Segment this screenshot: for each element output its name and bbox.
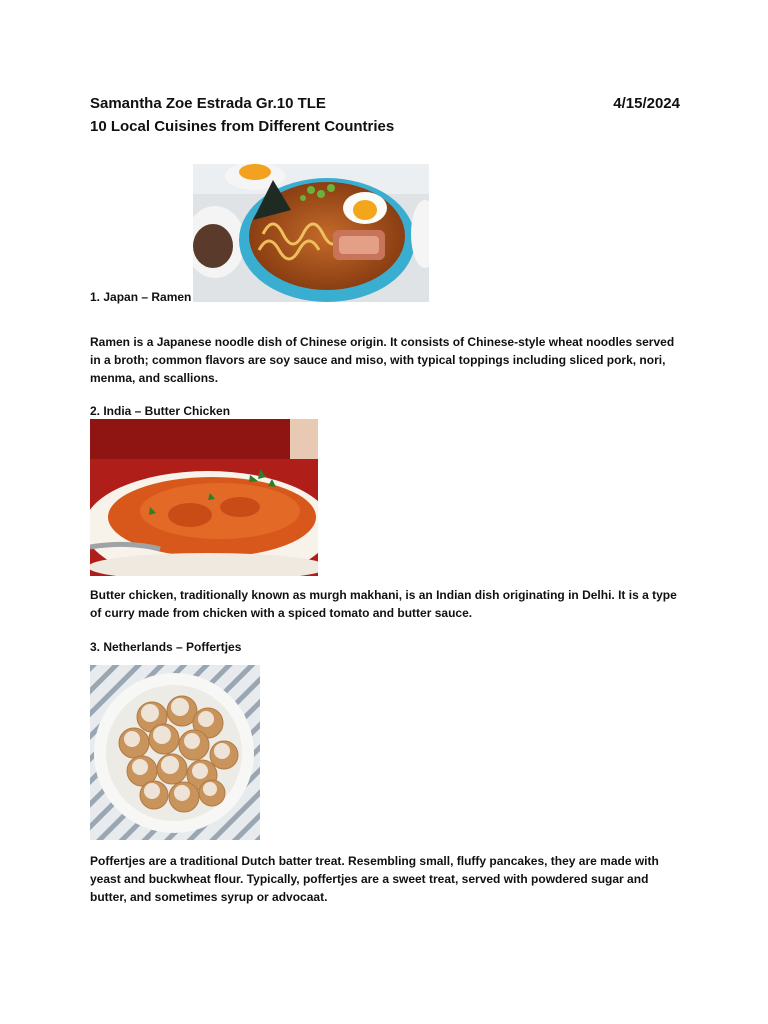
item-heading: 1. Japan – Ramen (90, 290, 192, 304)
author-line: Samantha Zoe Estrada Gr.10 TLE (90, 95, 326, 112)
item-paragraph: Butter chicken, traditionally known as murgh makhani, is an Indian dish originating in Delhi. It is a type of curry made from chicken with a spiced tomato and butter sauce. (90, 588, 677, 620)
item-heading: 3. Netherlands – Poffertjes (90, 640, 242, 654)
butter-chicken-photo (90, 419, 318, 576)
document-title: 10 Local Cuisines from Different Countries (90, 118, 395, 135)
document-date: 4/15/2024 (613, 95, 680, 112)
ramen-photo (193, 164, 429, 302)
item-paragraph: Ramen is a Japanese noodle dish of Chinese origin. It consists of Chinese-style wheat noodles served in a broth; common flavors are soy sauce and miso, with typical toppings including sliced pork, nori, menma, and scallions. (90, 335, 675, 385)
header-row (90, 95, 680, 112)
item-heading: 2. India – Butter Chicken (90, 404, 231, 418)
item-paragraph: Poffertjes are a traditional Dutch batter treat. Resembling small, fluffy pancakes, they are made with yeast and buckwheat flour. Typically, poffertjes are a sweet treat, served with powdered sugar and butter, and sometimes syrup or advocaat. (90, 854, 659, 904)
poffertjes-photo (90, 665, 260, 840)
